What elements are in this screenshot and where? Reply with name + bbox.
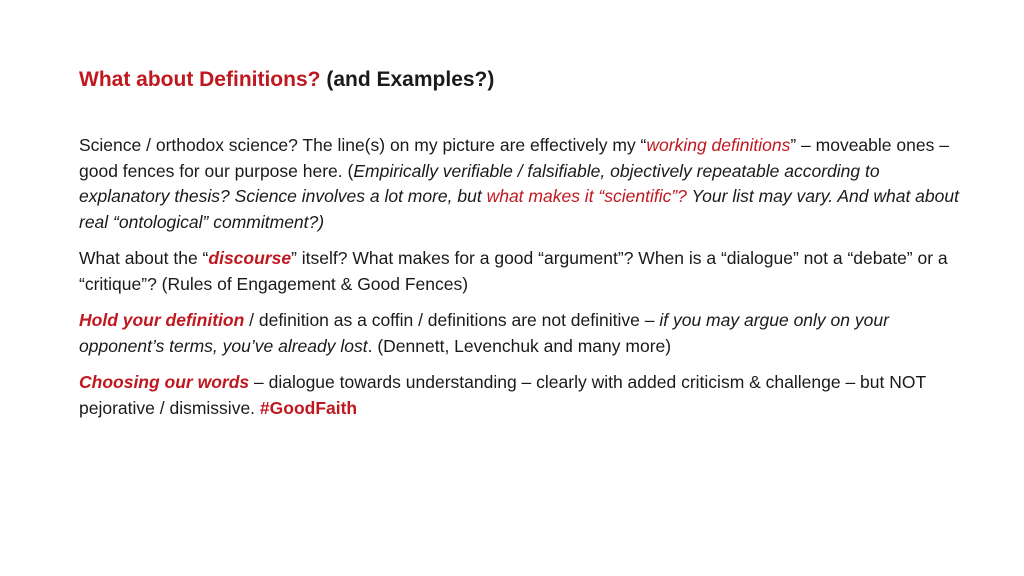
p2-text-3: ” itself? What makes for a good “argument”? When is a “dialogue” not a “debate” or a “critique”? (Rules of Engagement & Good Fences): [79, 248, 948, 294]
paragraph-words: [79, 370, 959, 421]
paragraph-definition: [79, 308, 959, 359]
p1-text-6: Your list may vary. And what about real “ontological” commitment?): [79, 186, 959, 232]
p3-text-2: / definition as a coffin / definitions are not definitive –: [244, 310, 660, 330]
p4-choosing-our-words: Choosing our words: [79, 372, 250, 392]
p1-text-4: Empirically verifiable / falsifiable, objectively repeatable according to explanatory thesis? Science involves a lot more, but: [79, 160, 880, 206]
p1-working-definitions: working definitions: [646, 135, 791, 155]
slide-title: [79, 66, 494, 94]
p2-text-1: What about the “: [79, 248, 209, 268]
paragraph-discourse: [79, 246, 959, 297]
slide-body: [79, 133, 959, 432]
paragraph-science: [79, 133, 959, 235]
title-main: What about Definitions?: [79, 68, 321, 91]
p4-text-2: – dialogue towards understanding – clearly with added criticism & challenge – but NOT pejorative / dismissive.: [79, 372, 926, 418]
p3-hold-your-definition: Hold your definition: [79, 310, 245, 330]
p4-goodfaith-hashtag: #GoodFaith: [259, 397, 358, 418]
p1-text-3: ” – moveable ones – good fences for our purpose here. (: [79, 135, 949, 181]
p3-text-4: . (Dennett, Levenchuk and many more): [367, 335, 672, 356]
title-sub: (and Examples?): [326, 68, 495, 91]
p3-text-3: if you may argue only on your opponent’s terms, you’ve already lost: [79, 310, 889, 356]
p1-what-makes-scientific: what makes it “scientific”?: [486, 186, 687, 206]
p2-discourse: discourse: [208, 248, 292, 268]
p1-text-1: Science / orthodox science? The line(s) on my picture are effectively my “: [79, 135, 647, 155]
